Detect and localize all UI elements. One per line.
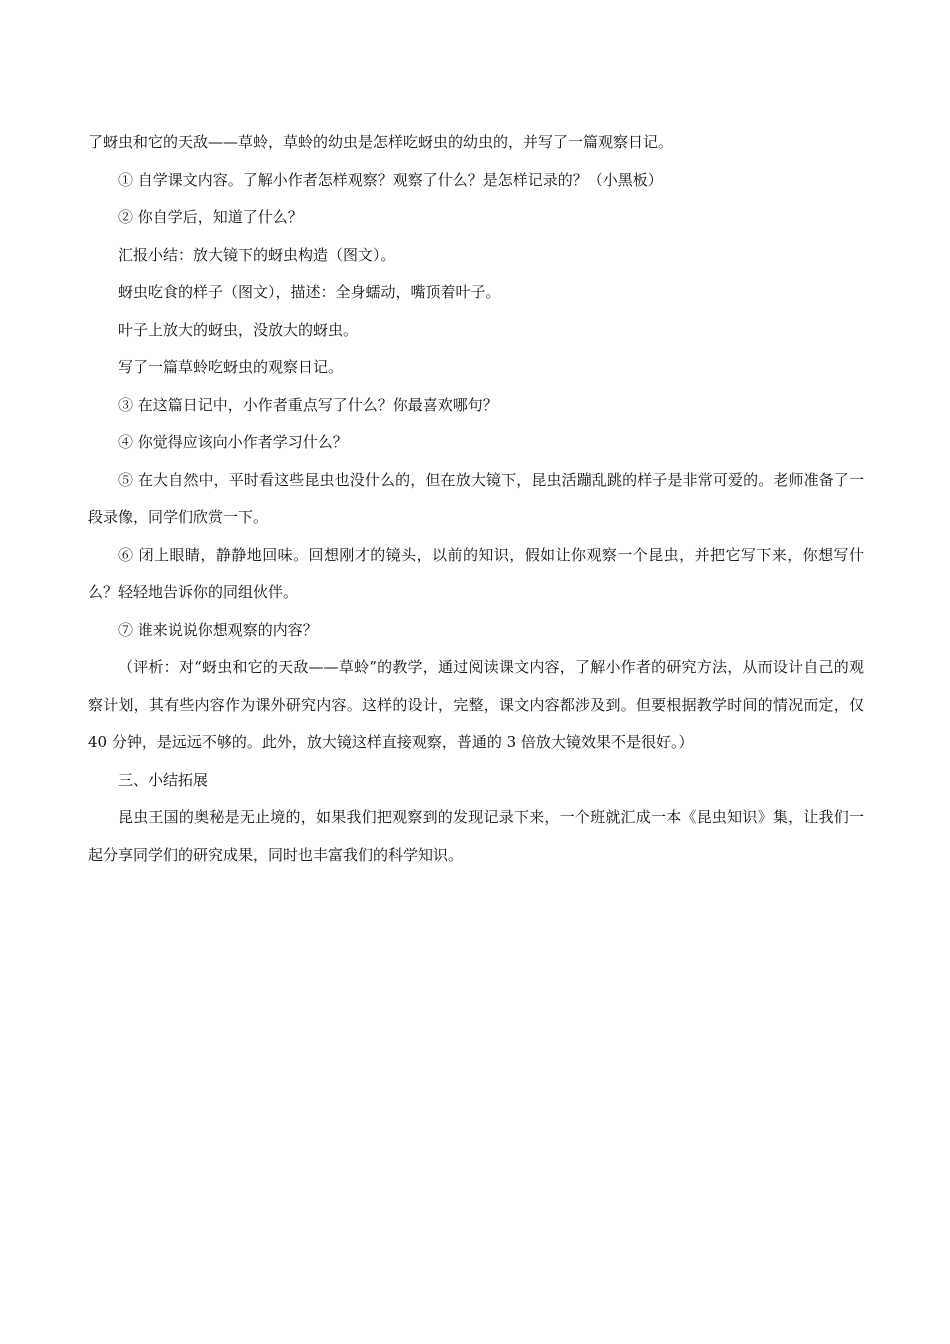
section-heading: 三、小结拓展 bbox=[118, 770, 209, 789]
paragraph-5: 蚜虫吃食的样子（图文），描述：全身蠕动，嘴顶着叶子。 bbox=[118, 283, 501, 301]
document-body bbox=[88, 124, 864, 874]
paragraph-3: ② 你自学后，知道了什么？ bbox=[118, 208, 303, 226]
paragraph-commentary: （评析：对“蚜虫和它的天敌——草蛉”的教学，通过阅读课文内容，了解小作者的研究方法，从而设计自己的观察计划，其有些内容作为课外研究内容。这样的设计，完整，课文内容都涉及到。但要根据教学时间的情况而定，仅 40 分钟，是远远不够的。此外，放大镜这样直接观察，普通的 3 倍放大镜效果不是很好。） bbox=[88, 658, 864, 751]
paragraph-8: ③ 在这篇日记中，小作者重点写了什么？你最喜欢哪句？ bbox=[118, 395, 498, 414]
paragraph-11: ⑥ 闭上眼睛，静静地回味。回想刚才的镜头，以前的知识，假如让你观察一个昆虫，并把它写下来，你想写什么？轻轻地告诉你的同组伙伴。 bbox=[88, 545, 864, 601]
paragraph-4: 汇报小结：放大镜下的蚜虫构造（图文）。 bbox=[118, 245, 396, 264]
paragraph-6: 叶子上放大的蚜虫，没放大的蚜虫。 bbox=[118, 320, 359, 339]
paragraph-12: ⑦ 谁来说说你想观察的内容？ bbox=[118, 620, 318, 639]
paragraph-2: ① 自学课文内容。了解小作者怎样观察？观察了什么？是怎样记录的？（小黑板） bbox=[118, 170, 663, 189]
paragraph-9: ④ 你觉得应该向小作者学习什么？ bbox=[118, 433, 348, 451]
paragraph-10: ⑤ 在大自然中，平时看这些昆虫也没什么的，但在放大镜下，昆虫活蹦乱跳的样子是非常可爱的。老师准备了一段录像，同学们欣赏一下。 bbox=[88, 470, 864, 526]
paragraph-conclusion: 昆虫王国的奥秘是无止境的，如果我们把观察到的发现记录下来，一个班就汇成一本《昆虫知识》集，让我们一起分享同学们的研究成果，同时也丰富我们的科学知识。 bbox=[88, 808, 864, 864]
paragraph-1: 了蚜虫和它的天敌——草蛉，草蛉的幼虫是怎样吃蚜虫的幼虫的，并写了一篇观察日记。 bbox=[88, 133, 674, 151]
paragraph-7: 写了一篇草蛉吃蚜虫的观察日记。 bbox=[118, 358, 344, 376]
